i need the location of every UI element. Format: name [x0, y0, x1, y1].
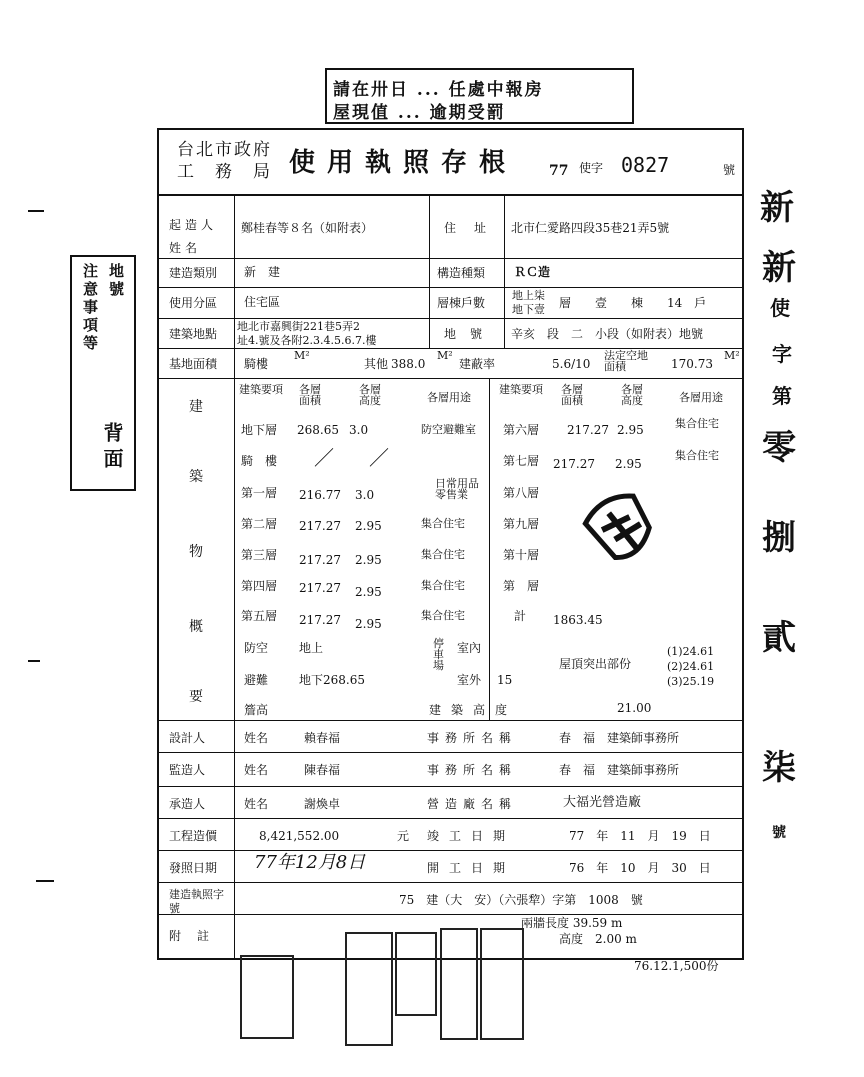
floors-tail: 層 壹 棟 14 戶 [559, 296, 707, 310]
contractor-office-label: 營造廠名稱 [427, 797, 518, 811]
address-value: 北市仁愛路四段35巷21弄5號 [511, 221, 670, 235]
floor-name: 地下層 [241, 423, 278, 437]
site-address-2: 址4.號及各附2.3.4.5.6.7.樓 [237, 334, 377, 347]
issue-label: 發照日期 [169, 861, 218, 875]
seal [345, 932, 393, 1046]
designer-office-label: 事務所名稱 [427, 731, 518, 745]
floor-height: 2.95 [355, 617, 382, 631]
done-label: 竣工日期 [427, 829, 516, 843]
zone-value: 住宅區 [244, 295, 281, 309]
eaves-label: 簷高 [244, 703, 269, 717]
done-value: 77 年 11 月 19 日 [569, 829, 711, 843]
arcade-label: 騎樓 [244, 357, 269, 371]
start-value: 76 年 10 月 30 日 [569, 861, 711, 875]
floor-area: ／ [314, 446, 334, 470]
bldg-height-value: 21.00 [617, 701, 652, 715]
floor-name: 第一層 [241, 486, 278, 500]
designer-name-label: 姓名 [244, 731, 269, 745]
floor-use: 集合住宅 [675, 417, 719, 430]
footer-print-info: 76.12.1,500份 [634, 959, 719, 973]
notice-line-2: 屋現值 ... 逾期受罰 [333, 103, 506, 123]
designer-name: 賴春福 [304, 731, 341, 745]
floor-use: 集合住宅 [675, 449, 719, 462]
address-label: 住址 [444, 221, 505, 235]
floor-name: 第九層 [503, 517, 540, 531]
supervisor-name-label: 姓名 [244, 763, 269, 777]
org-name-1: 台北市政府 [177, 140, 272, 160]
floor-area: 216.77 [299, 488, 341, 502]
designer-office: 春 福 建築師事務所 [559, 731, 680, 745]
issue-value: 77年12月8日 [254, 852, 366, 873]
remarks-label: 附註 [169, 929, 226, 943]
permit-suffix: 號 [723, 163, 736, 177]
floor-name: 計 [514, 609, 527, 623]
lot-label: 地號 [444, 327, 497, 341]
parking-indoor: 室內 [457, 641, 482, 655]
floor-area: 217.27 [299, 553, 341, 567]
right-char: 捌 [762, 518, 796, 558]
floor-area: 268.65 [297, 423, 339, 437]
notice-line-1: 請在卅日 ... 任處中報房 [333, 80, 544, 100]
floor-height: 2.95 [617, 423, 644, 437]
supervisor-name: 陳春福 [304, 763, 341, 777]
cost-unit: 元 [397, 829, 410, 843]
site-label: 建築地點 [169, 327, 218, 341]
floor-name: 第 層 [503, 579, 540, 593]
shelter-below: 地下268.65 [299, 673, 365, 687]
head-item: 建築要項 [239, 383, 283, 396]
supervisor-role: 監造人 [169, 763, 206, 777]
floor-name: 第三層 [241, 548, 278, 562]
right-char: 新 [760, 188, 794, 228]
section-char: 概 [189, 619, 203, 635]
seal [395, 932, 437, 1016]
right-char: 使 [770, 296, 790, 320]
floor-name: 騎 樓 [241, 454, 278, 468]
shelter-label-1: 防空 [244, 641, 269, 655]
page-title: 使用執照存根 [289, 148, 518, 178]
floors-above: 地上柒 [512, 289, 545, 302]
org-name-2: 工 務 局 [177, 162, 272, 182]
parking-outdoor-value: 15 [497, 673, 513, 687]
open-label: 法定空地面積 [604, 349, 648, 373]
section-char: 物 [189, 544, 203, 560]
section-char: 要 [189, 689, 203, 705]
floor-area: 217.27 [553, 457, 595, 471]
floor-name: 第十層 [503, 548, 540, 562]
margin-mark [28, 210, 44, 212]
zone-label: 使用分區 [169, 296, 218, 310]
floor-height: ／ [369, 446, 389, 470]
roof-2: (2)24.61 [667, 660, 715, 673]
floor-name: 第五層 [241, 609, 278, 623]
section-char: 築 [189, 469, 203, 485]
contractor-role: 承造人 [169, 797, 206, 811]
floor-height: 3.0 [349, 423, 369, 437]
floor-height: 3.0 [355, 488, 375, 502]
floor-name: 第四層 [241, 579, 278, 593]
head-height: 各層高度 [621, 383, 643, 407]
cost-value: 8,421,552.00 [259, 829, 340, 843]
floor-use: 日常用品零售業 [435, 477, 479, 501]
right-char: 柒 [762, 748, 796, 788]
floor-name: 第二層 [241, 517, 278, 531]
permit-ref-label: 建造執照字號 [169, 888, 224, 916]
right-char: 第 [772, 384, 792, 408]
floor-use: 集合住宅 [421, 609, 465, 622]
margin-mark [28, 660, 40, 662]
floors-label: 層棟戶數 [437, 296, 486, 310]
head-use: 各層用途 [427, 391, 471, 404]
floor-area: 217.27 [299, 519, 341, 533]
floor-height: 2.95 [355, 519, 382, 533]
contractor-office: 大福光營造廠 [563, 795, 642, 810]
floor-use: 集合住宅 [421, 517, 465, 530]
bldg-height-label: 建築高度 [429, 703, 518, 717]
start-label: 開工日期 [427, 861, 516, 875]
permit-ref-value: 75 建（大 安）（六張犂）字第 1008 號 [399, 893, 643, 907]
unit: M² [724, 349, 740, 362]
floor-total-area: 1863.45 [553, 613, 603, 627]
seal [240, 955, 294, 1039]
permit-number: 0827 [621, 153, 670, 177]
builder-label: 起造人姓名 [169, 218, 218, 255]
shelter-label-2: 避難 [244, 673, 269, 687]
floor-area: 217.27 [567, 423, 609, 437]
shelter-above: 地上 [299, 641, 324, 655]
unit: M² [437, 349, 453, 362]
seal [440, 928, 478, 1040]
lot-value: 辛亥 段 二 小段（如附表）地號 [511, 327, 704, 341]
floor-height: 2.95 [615, 457, 642, 471]
other-label: 其他 [364, 357, 389, 371]
designer-role: 設計人 [169, 731, 206, 745]
head-area: 各層面積 [561, 383, 583, 407]
builder-value: 鄭桂春等８名（如附表） [241, 221, 374, 235]
contractor-name: 謝煥卓 [304, 797, 341, 811]
permit-year: 77 [549, 163, 569, 179]
floor-area: 217.27 [299, 581, 341, 595]
floor-use: 防空避難室 [421, 423, 476, 436]
roof-label: 屋頂突出部份 [559, 657, 632, 671]
supervisor-office-label: 事務所名稱 [427, 763, 518, 777]
head-item: 建築要項 [499, 383, 543, 396]
remarks-line-1: 兩牆長度 39.59 m [521, 916, 623, 930]
right-char: 貳 [762, 618, 796, 658]
permit-prefix: 使字 [579, 161, 604, 175]
floor-use: 集合住宅 [421, 548, 465, 561]
parking-label: 停車場 [433, 637, 444, 672]
seal [480, 928, 524, 1040]
section-char: 建 [189, 399, 203, 415]
supervisor-office: 春 福 建築師事務所 [559, 763, 680, 777]
roof-1: (1)24.61 [667, 645, 715, 658]
unit: M² [294, 349, 310, 362]
notice-stamp [325, 68, 634, 124]
bldg-type-value: 新 建 [244, 265, 281, 279]
floors-below: 地下壹 [512, 303, 545, 316]
roof-3: (3)25.19 [667, 675, 715, 688]
head-area: 各層面積 [299, 383, 321, 407]
coverage-label: 建蔽率 [459, 357, 496, 371]
bldg-type-label: 建造類別 [169, 266, 218, 280]
floor-name: 第八層 [503, 486, 540, 500]
contractor-name-label: 姓名 [244, 797, 269, 811]
floor-name: 第七層 [503, 454, 540, 468]
remarks-line-2: 高度 2.00 m [559, 932, 637, 946]
open-value: 170.73 [671, 357, 713, 371]
right-char: 新 [762, 248, 796, 288]
head-height: 各層高度 [359, 383, 381, 407]
right-char: 字 [772, 342, 792, 366]
margin-mark [36, 880, 54, 882]
right-char: 號 [772, 825, 786, 841]
structure-value: ＲＣ造 [514, 265, 551, 279]
area-label: 基地面積 [169, 357, 218, 371]
parking-outdoor: 室外 [457, 673, 482, 687]
site-address-1: 地北市嘉興街221巷5弄2 [237, 320, 360, 333]
right-char: 零 [762, 428, 796, 468]
coverage-value: 5.6/10 [552, 357, 591, 371]
floor-use: 集合住宅 [421, 579, 465, 592]
floor-height: 2.95 [355, 553, 382, 567]
head-use: 各層用途 [679, 391, 723, 404]
floor-name: 第六層 [503, 423, 540, 437]
cost-label: 工程造價 [169, 829, 218, 843]
structure-label: 構造種類 [437, 266, 486, 280]
other-value: 388.0 [391, 357, 426, 371]
margin-note-col2: 注意事項等 [81, 263, 99, 353]
floor-area: 217.27 [299, 613, 341, 627]
back-label: 背面 [100, 422, 124, 474]
margin-note-col1: 地號 [107, 263, 125, 299]
floor-height: 2.95 [355, 585, 382, 599]
